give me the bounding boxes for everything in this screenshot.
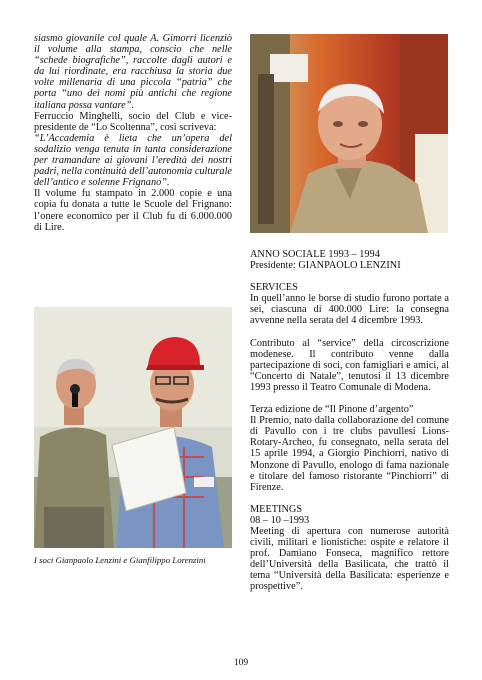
portrait-photo	[250, 34, 448, 233]
minghelli-paragraph: Ferruccio Minghelli, socio del Club e vice-presidente de “Lo Scoltenna”, così scriveva:	[34, 110, 232, 133]
meeting-paragraph: Meeting di apertura con numerose autorità civili, militari e lionistiche: ospite e relatore il prof. Damiano Fonseca, magnifico rettore dell’Università della Basilicata, che trattò il tema “Università della Basilicata: esperienze e prospettive”.	[250, 525, 449, 593]
intro-paragraph: siasmo giovanile col quale A. Gimorri licenziò il volume alla stampa, conscio che nelle “schede biografiche”, raccolte dagli autori e da lui riordinate, era racchiusa la storia due volte millenaria di una piccola “patria” che porta “uno dei nomi più antichi che regione italiana possa vantare”.	[34, 33, 232, 111]
photo-caption: I soci Gianpaolo Lenzini e Gianfilippo Lorenzini	[34, 555, 206, 565]
services-heading: SERVICES	[250, 282, 298, 294]
year-heading: ANNO SOCIALE 1993 – 1994	[250, 249, 380, 260]
volume-paragraph: Il volume fu stampato in 2.000 copie e una copia fu donata a tutte le Scuole del Frignano: l’onere economico per il Club fu di 6.000.000 di Lire.	[34, 188, 232, 233]
page-number: 109	[233, 658, 249, 668]
meetings-heading: MEETINGS	[250, 503, 303, 515]
meeting-date: 08 – 10 –1993	[250, 514, 310, 526]
contributo-paragraph: Contributo al “service” della circoscrizione modenese. Il contributo venne dalla partecipazione di soci, con famigliari e amici, al “Concerto di Natale”, tenutosi il 13 dicembre 1993 presso il Teatro Comunale di Modena.	[250, 337, 449, 393]
pinone-paragraph: Il Premio, nato dalla collaborazione del comune di Pavullo con i tre clubs pavullesi Lions-Rotary-Archeo, fu consegnato, nella serata del 15 aprile 1994, a Giorgio Pinchiorri, nativo di Monzone di Pavullo, enologo di fama nazionale e titolare del famoso ristorante “Pinchiorri” di Firenze.	[250, 415, 449, 493]
left-column-text	[34, 33, 232, 233]
right-column-text	[250, 249, 449, 593]
accademia-quote: “L’Accademia è lieta che un’opera del sodalizio venga tenuta in tanta considerazione per tramandare ai giovani l’eredità dei nostri padri, nella continuità dell’autonomia culturale dell’antico e solenne Frignano”.	[34, 132, 232, 189]
pinone-title: Terza edizione de “Il Pinone d’argento”	[250, 404, 414, 416]
group-photo	[34, 307, 232, 548]
services-paragraph: In quell’anno le borse di studio furono portate a sei, ciascuna di 400.000 Lire: la consegna avvenne nella serata del 4 dicembre 1993.	[250, 293, 449, 327]
president-line: Presidente: GIANPAOLO LENZINI	[250, 260, 401, 272]
